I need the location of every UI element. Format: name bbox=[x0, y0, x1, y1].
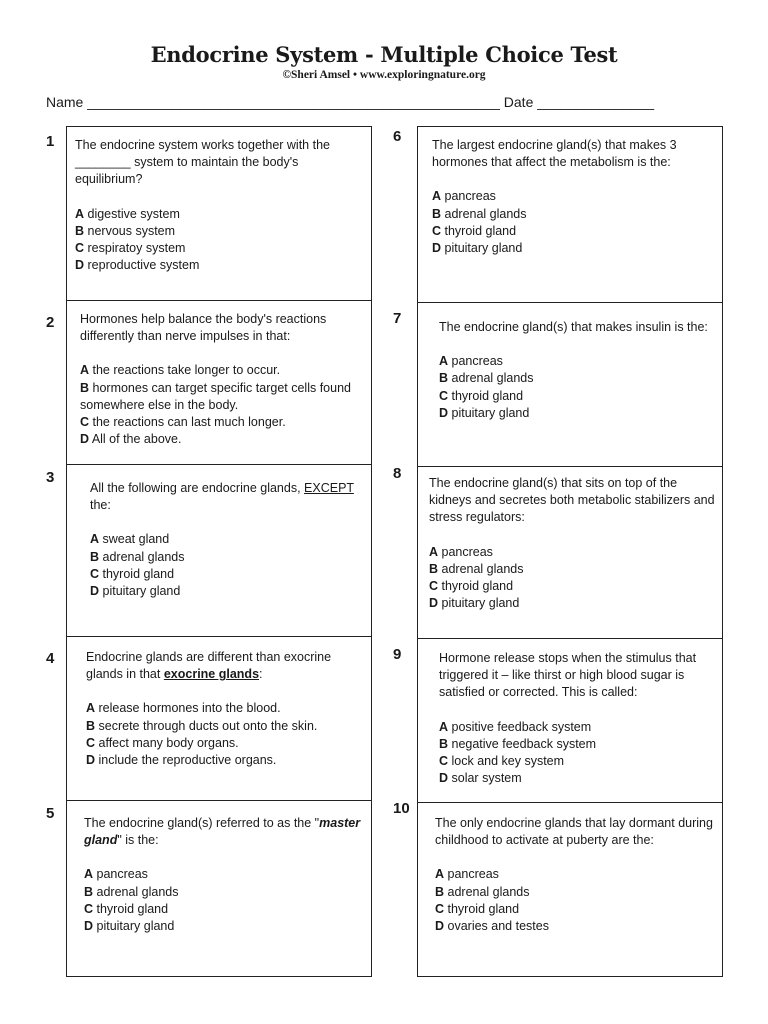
answer-option[interactable] bbox=[435, 866, 715, 883]
option-text: lock and key system bbox=[448, 754, 565, 769]
option-text: adrenal glands bbox=[438, 561, 524, 576]
stem-text: All the following are endocrine glands, bbox=[90, 481, 305, 495]
question-2 bbox=[80, 311, 365, 448]
answer-options bbox=[429, 544, 715, 613]
question-stem: The endocrine gland(s) that makes insulin is the: bbox=[439, 320, 708, 334]
option-letter: B bbox=[84, 884, 94, 899]
answer-option[interactable] bbox=[75, 223, 365, 240]
answer-option[interactable] bbox=[429, 595, 715, 612]
option-text: thyroid gland bbox=[444, 901, 520, 916]
option-text: pituitary gland bbox=[438, 596, 520, 611]
option-text: include the reproductive organs. bbox=[95, 753, 277, 768]
question-stem bbox=[86, 649, 368, 683]
answer-options bbox=[75, 206, 365, 275]
question-stem: The endocrine gland(s) that sits on top of the kidneys and secretes both metabolic stabilizers and stress regulators: bbox=[429, 476, 715, 525]
option-letter: C bbox=[84, 901, 94, 916]
option-letter: A bbox=[432, 189, 442, 204]
option-letter: A bbox=[90, 532, 100, 547]
answer-option[interactable] bbox=[75, 257, 365, 274]
answer-options bbox=[90, 531, 365, 600]
answer-option[interactable] bbox=[435, 901, 715, 918]
question-6 bbox=[432, 137, 716, 257]
question-stem bbox=[84, 815, 368, 849]
answer-option[interactable] bbox=[439, 770, 719, 787]
question-8 bbox=[429, 475, 715, 612]
option-text: negative feedback system bbox=[448, 736, 597, 751]
answer-option[interactable] bbox=[75, 240, 365, 257]
question-3 bbox=[90, 480, 365, 600]
option-letter: B bbox=[439, 371, 449, 386]
question-10 bbox=[435, 815, 715, 935]
question-number: 10 bbox=[393, 800, 410, 817]
page-title: Endocrine System - Multiple Choice Test bbox=[150, 42, 618, 67]
question-number: 9 bbox=[393, 646, 402, 663]
option-letter: B bbox=[90, 549, 100, 564]
answer-option[interactable] bbox=[439, 353, 715, 370]
answer-option[interactable] bbox=[80, 380, 365, 414]
option-letter: D bbox=[84, 919, 94, 934]
option-letter: D bbox=[90, 584, 100, 599]
answer-option[interactable] bbox=[429, 561, 715, 578]
question-stem: Hormone release stops when the stimulus that triggered it – like thirst or high blood sugar is satisfied or corrected. This is called: bbox=[439, 651, 697, 700]
option-letter: C bbox=[439, 754, 449, 769]
option-letter: C bbox=[429, 579, 439, 594]
answer-option[interactable] bbox=[90, 549, 365, 566]
option-letter: A bbox=[435, 867, 445, 882]
option-letter: A bbox=[75, 206, 85, 221]
question-stem: The only endocrine glands that lay dormant during childhood to activate at puberty are the: bbox=[435, 816, 713, 848]
option-letter: B bbox=[86, 718, 96, 733]
question-7 bbox=[439, 319, 715, 422]
answer-options bbox=[84, 866, 368, 935]
answer-option[interactable] bbox=[90, 531, 365, 548]
option-letter: C bbox=[75, 241, 85, 256]
option-text: adrenal glands bbox=[441, 206, 527, 221]
option-letter: A bbox=[84, 867, 94, 882]
option-text: pancreas bbox=[444, 867, 499, 882]
stem-text: the: bbox=[90, 498, 111, 513]
option-letter: D bbox=[75, 258, 85, 273]
option-text: pancreas bbox=[448, 354, 503, 369]
answer-options bbox=[86, 700, 368, 769]
option-letter: D bbox=[80, 432, 90, 447]
option-letter: A bbox=[80, 363, 90, 378]
answer-options bbox=[80, 362, 365, 448]
stem-underlined-text: EXCEPT bbox=[304, 481, 354, 495]
option-text: thyroid gland bbox=[441, 223, 517, 238]
option-text: pituitary gland bbox=[448, 405, 530, 420]
option-letter: D bbox=[439, 405, 449, 420]
answer-option[interactable] bbox=[429, 544, 715, 561]
question-stem bbox=[90, 480, 365, 514]
option-text: secrete through ducts out onto the skin. bbox=[95, 718, 318, 733]
answer-option[interactable] bbox=[439, 719, 719, 736]
answer-option[interactable] bbox=[439, 405, 715, 422]
stem-text: The endocrine gland(s) referred to as the " bbox=[84, 816, 320, 830]
option-letter: B bbox=[432, 206, 442, 221]
answer-option[interactable] bbox=[84, 918, 368, 935]
answer-option[interactable] bbox=[439, 753, 719, 770]
answer-option[interactable] bbox=[84, 901, 368, 918]
stem-emphasized-text: exocrine glands bbox=[163, 667, 260, 682]
option-letter: A bbox=[439, 719, 449, 734]
answer-option[interactable] bbox=[439, 370, 715, 387]
option-letter: C bbox=[439, 388, 449, 403]
option-text: the reactions can last much longer. bbox=[89, 415, 286, 430]
option-text: adrenal glands bbox=[444, 884, 530, 899]
option-letter: C bbox=[435, 901, 445, 916]
answer-options bbox=[439, 719, 719, 788]
answer-option[interactable] bbox=[439, 736, 719, 753]
option-text: nervous system bbox=[84, 223, 176, 238]
option-text: digestive system bbox=[84, 206, 180, 221]
question-stem: The largest endocrine gland(s) that makes 3 hormones that affect the metabolism is the: bbox=[432, 138, 677, 170]
question-4 bbox=[86, 649, 368, 769]
answer-option[interactable] bbox=[84, 866, 368, 883]
stem-text: Endocrine glands are different than exocrine glands in that bbox=[86, 650, 332, 682]
option-text: reproductive system bbox=[84, 258, 200, 273]
option-text: thyroid gland bbox=[438, 579, 514, 594]
option-letter: C bbox=[86, 735, 96, 750]
option-letter: B bbox=[80, 380, 90, 395]
question-5 bbox=[84, 815, 368, 935]
question-number: 2 bbox=[46, 314, 55, 331]
question-number: 5 bbox=[46, 805, 55, 822]
question-9 bbox=[439, 650, 719, 787]
answer-option[interactable] bbox=[86, 735, 368, 752]
question-number: 6 bbox=[393, 128, 402, 145]
option-letter: C bbox=[90, 566, 100, 581]
option-letter: B bbox=[429, 561, 439, 576]
answer-options bbox=[435, 866, 715, 935]
answer-option[interactable] bbox=[80, 414, 365, 431]
option-letter: D bbox=[435, 919, 445, 934]
option-text: pituitary gland bbox=[93, 919, 175, 934]
answer-option[interactable] bbox=[432, 188, 716, 205]
option-text: solar system bbox=[448, 771, 522, 786]
copyright-line: ©Sheri Amsel • www.exploringnature.org bbox=[282, 69, 486, 81]
question-number: 1 bbox=[46, 133, 55, 150]
option-text: respiratoy system bbox=[84, 241, 186, 256]
answer-option[interactable] bbox=[435, 884, 715, 901]
answer-options bbox=[439, 353, 715, 422]
answer-option[interactable] bbox=[86, 752, 368, 769]
option-text: pancreas bbox=[438, 544, 493, 559]
question-number: 8 bbox=[393, 465, 402, 482]
answer-option[interactable] bbox=[80, 362, 365, 379]
option-letter: A bbox=[429, 544, 439, 559]
answer-option[interactable] bbox=[432, 206, 716, 223]
option-text: hormones can target specific target cells found somewhere else in the body. bbox=[80, 380, 351, 412]
option-text: release hormones into the blood. bbox=[95, 701, 281, 716]
option-text: positive feedback system bbox=[448, 719, 592, 734]
option-text: thyroid gland bbox=[448, 388, 524, 403]
answer-option[interactable] bbox=[90, 583, 365, 600]
answer-option[interactable] bbox=[439, 388, 715, 405]
option-text: pancreas bbox=[441, 189, 496, 204]
question-stem: Hormones help balance the body's reactions differently than nerve impulses in that: bbox=[80, 312, 327, 344]
option-text: All of the above. bbox=[89, 432, 182, 447]
option-text: pituitary gland bbox=[441, 241, 523, 256]
question-number: 3 bbox=[46, 469, 55, 486]
option-text: adrenal glands bbox=[448, 371, 534, 386]
answer-option[interactable] bbox=[435, 918, 715, 935]
option-text: pancreas bbox=[93, 867, 148, 882]
answer-option[interactable] bbox=[80, 431, 365, 448]
option-text: affect many body organs. bbox=[95, 735, 239, 750]
option-text: sweat gland bbox=[99, 532, 170, 547]
question-stem: The endocrine system works together with the ________ system to maintain the body's equilibrium? bbox=[75, 138, 330, 187]
answer-option[interactable] bbox=[429, 578, 715, 595]
option-text: the reactions take longer to occur. bbox=[89, 363, 281, 378]
option-letter: B bbox=[439, 736, 449, 751]
option-letter: D bbox=[429, 596, 439, 611]
question-number: 7 bbox=[393, 310, 402, 327]
answer-option[interactable] bbox=[432, 223, 716, 240]
option-letter: C bbox=[80, 415, 90, 430]
option-letter: D bbox=[432, 241, 442, 256]
option-letter: D bbox=[86, 753, 96, 768]
name-date-line: Name _____________________________________________________ Date _______________ bbox=[46, 94, 655, 110]
option-text: thyroid gland bbox=[99, 566, 175, 581]
option-text: ovaries and testes bbox=[444, 919, 549, 934]
option-text: adrenal glands bbox=[99, 549, 185, 564]
answer-option[interactable] bbox=[86, 700, 368, 717]
answer-option[interactable] bbox=[432, 240, 716, 257]
stem-text: : bbox=[259, 667, 263, 682]
stem-text: " is the: bbox=[117, 833, 159, 848]
option-text: pituitary gland bbox=[99, 584, 181, 599]
answer-options bbox=[432, 188, 716, 257]
question-number: 4 bbox=[46, 650, 55, 667]
option-letter: D bbox=[439, 771, 449, 786]
option-letter: A bbox=[439, 354, 449, 369]
question-1 bbox=[75, 137, 365, 274]
stem-emphasized-text: master gland bbox=[84, 816, 361, 848]
answer-option[interactable] bbox=[84, 884, 368, 901]
option-text: thyroid gland bbox=[93, 901, 169, 916]
answer-option[interactable] bbox=[86, 718, 368, 735]
option-text: adrenal glands bbox=[93, 884, 179, 899]
answer-option[interactable] bbox=[75, 206, 365, 223]
option-letter: C bbox=[432, 223, 442, 238]
option-letter: B bbox=[75, 223, 85, 238]
answer-option[interactable] bbox=[90, 566, 365, 583]
option-letter: B bbox=[435, 884, 445, 899]
option-letter: A bbox=[86, 701, 96, 716]
